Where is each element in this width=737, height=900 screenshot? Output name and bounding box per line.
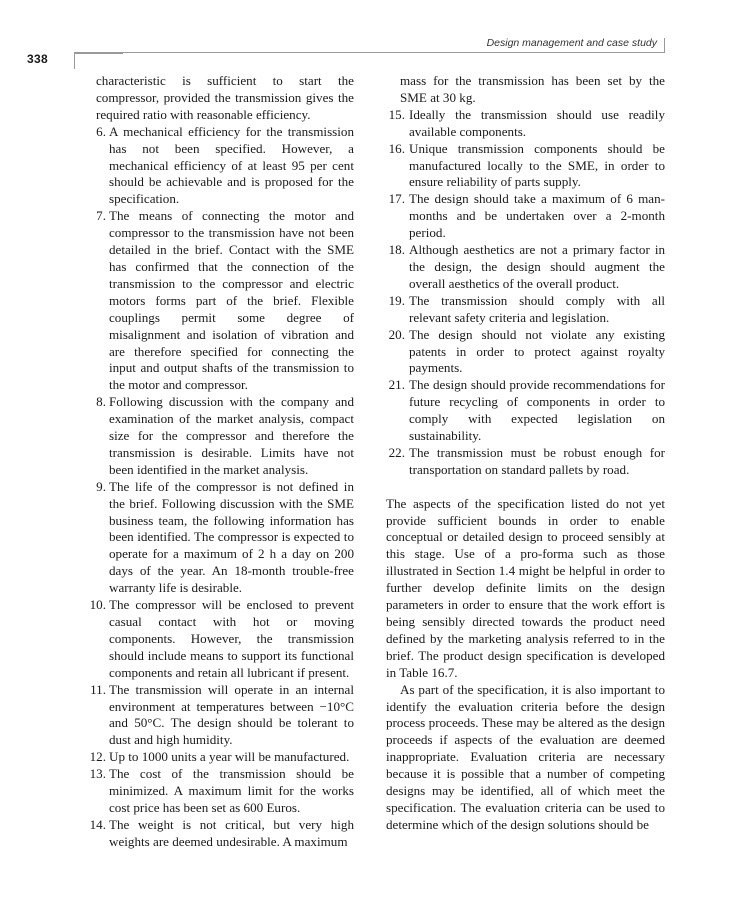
list-item (386, 445, 665, 479)
running-header: Design management and case study (486, 37, 657, 49)
list-number: 21. (388, 377, 405, 393)
list-number: 19. (388, 292, 405, 308)
list-text: The means of connecting the motor and compressor to the transmission have not been detailed in the brief. Contact with the SME has confirmed that the connection of the transmission to the compressor and electric motors forms part of the brief. Flexible couplings permit some degree of misalignment and isolation of vibration and are therefore specified for connecting the input and output shafts of the transmission to the motor and compressor. (109, 208, 354, 393)
list-number: 11. (90, 681, 106, 697)
list-item (386, 327, 665, 378)
list-text: The design should provide recommendations for future recycling of components in order to comply with expected legislation on sustainability. (409, 377, 665, 444)
list-item (386, 107, 665, 141)
list-text: Unique transmission components should be manufactured locally to the SME, in order to ensure reliability of parts supply. (409, 140, 665, 190)
list-item (82, 208, 354, 394)
list-item (82, 749, 354, 766)
list-text: The compressor will be enclosed to prevent casual contact with hot or moving components. However, the transmission should include means to support its functional components and retain all lubricant if present. (109, 597, 354, 680)
list-text: The design should take a maximum of 6 man-months and be undertaken over a 2-month period. (409, 191, 665, 241)
left-column (82, 73, 354, 851)
list-number: 18. (388, 242, 405, 258)
list-text: The transmission should comply with all relevant safety criteria and legislation. (409, 292, 665, 325)
list-number: 13. (89, 766, 106, 782)
list-item (82, 597, 354, 682)
list-item (386, 242, 665, 293)
header-tick (664, 38, 665, 52)
list-text: Ideally the transmission should use readily available components. (409, 106, 665, 139)
list-number: 22. (388, 444, 405, 460)
list-item (82, 817, 354, 851)
list-item (386, 141, 665, 192)
list-item (386, 293, 665, 327)
list-number: 7. (96, 208, 106, 224)
list-text: The life of the compressor is not defined in the brief. Following discussion with the SME business team, the following information has been identified. The compressor is expected to operate for a maximum of 2 h a day on 200 days of the year. An 18-month trouble-free warranty life is desirable. (109, 478, 354, 596)
list-text: Up to 1000 units a year will be manufactured. (109, 749, 350, 765)
list-number: 12. (89, 749, 106, 765)
right-column (386, 73, 665, 834)
list-text: Following discussion with the company and examination of the market analysis, compact size for the compressor and therefore the transmission is desirable. Limits have not been identified in the market analysis. (109, 394, 354, 477)
list-number: 15. (388, 106, 405, 122)
list-number: 10. (89, 597, 106, 613)
body-paragraph: The aspects of the specification listed do not yet provide sufficient bounds in order to enable conceptual or detailed design to proceed sensibly at this stage. Use of a pro-forma such as those illustrated in Section 1.4 might be helpful in order to further develop definite limits on the design parameters in order to ensure that the work effort is being sensibly directed towards the product need defined by the marketing analysis referred to in the brief. The product design specification is developed in Table 16.7. (386, 495, 665, 680)
header-corner-mark (74, 53, 123, 69)
list-item (82, 766, 354, 817)
list-text: The cost of the transmission should be minimized. A maximum limit for the works cost price has been set as 600 Euros. (109, 766, 354, 815)
list-item (82, 394, 354, 479)
list-item (386, 191, 665, 242)
body-paragraph: As part of the specification, it is also important to identify the evaluation criteria before the design process proceeds. These may be altered as the design proceeds if aspects of the evaluation are deemed inappropriate. Evaluation criteria are necessary because it is possible that a number of competing designs may be identified, all of which meet the specification. The evaluation criteria can be used to determine which of the design solutions should be (386, 681, 665, 832)
list-item (386, 377, 665, 445)
list-number: 8. (96, 394, 106, 410)
continuation-text: characteristic is sufficient to start the compressor, provided the transmission gives the required ratio with reasonable efficiency. (96, 73, 354, 122)
list-number: 20. (388, 326, 405, 342)
paragraph-spacer (386, 479, 665, 496)
list-number: 9. (96, 478, 106, 494)
list-item (82, 124, 354, 209)
list-text: The transmission must be robust enough for transportation on standard pallets by road. (409, 444, 665, 477)
list-number: 6. (96, 123, 106, 139)
list-item (82, 479, 354, 597)
list-number: 14. (89, 816, 106, 832)
header-rule (74, 52, 665, 53)
list-text: A mechanical efficiency for the transmission has not been specified. However, a mechanical efficiency of at least 95 per cent should be achievable and is proposed for the specification. (109, 123, 354, 207)
list-text: The design should not violate any existing patents in order to protect against royalty payments. (409, 326, 665, 376)
list-text: The transmission will operate in an internal environment at temperatures between −10°C and 50°C. The design should be tolerant to dust and high humidity. (109, 681, 354, 748)
list-number: 17. (388, 191, 405, 207)
continuation-text: mass for the transmission has been set by the SME at 30 kg. (400, 73, 665, 105)
list-text: The weight is not critical, but very high weights are deemed undesirable. A maximum (109, 816, 354, 849)
list-item (82, 682, 354, 750)
page-number: 338 (27, 52, 48, 66)
list-text: Although aesthetics are not a primary factor in the design, the design should augment the overall aesthetics of the overall product. (409, 242, 665, 291)
list-number: 16. (388, 140, 405, 156)
